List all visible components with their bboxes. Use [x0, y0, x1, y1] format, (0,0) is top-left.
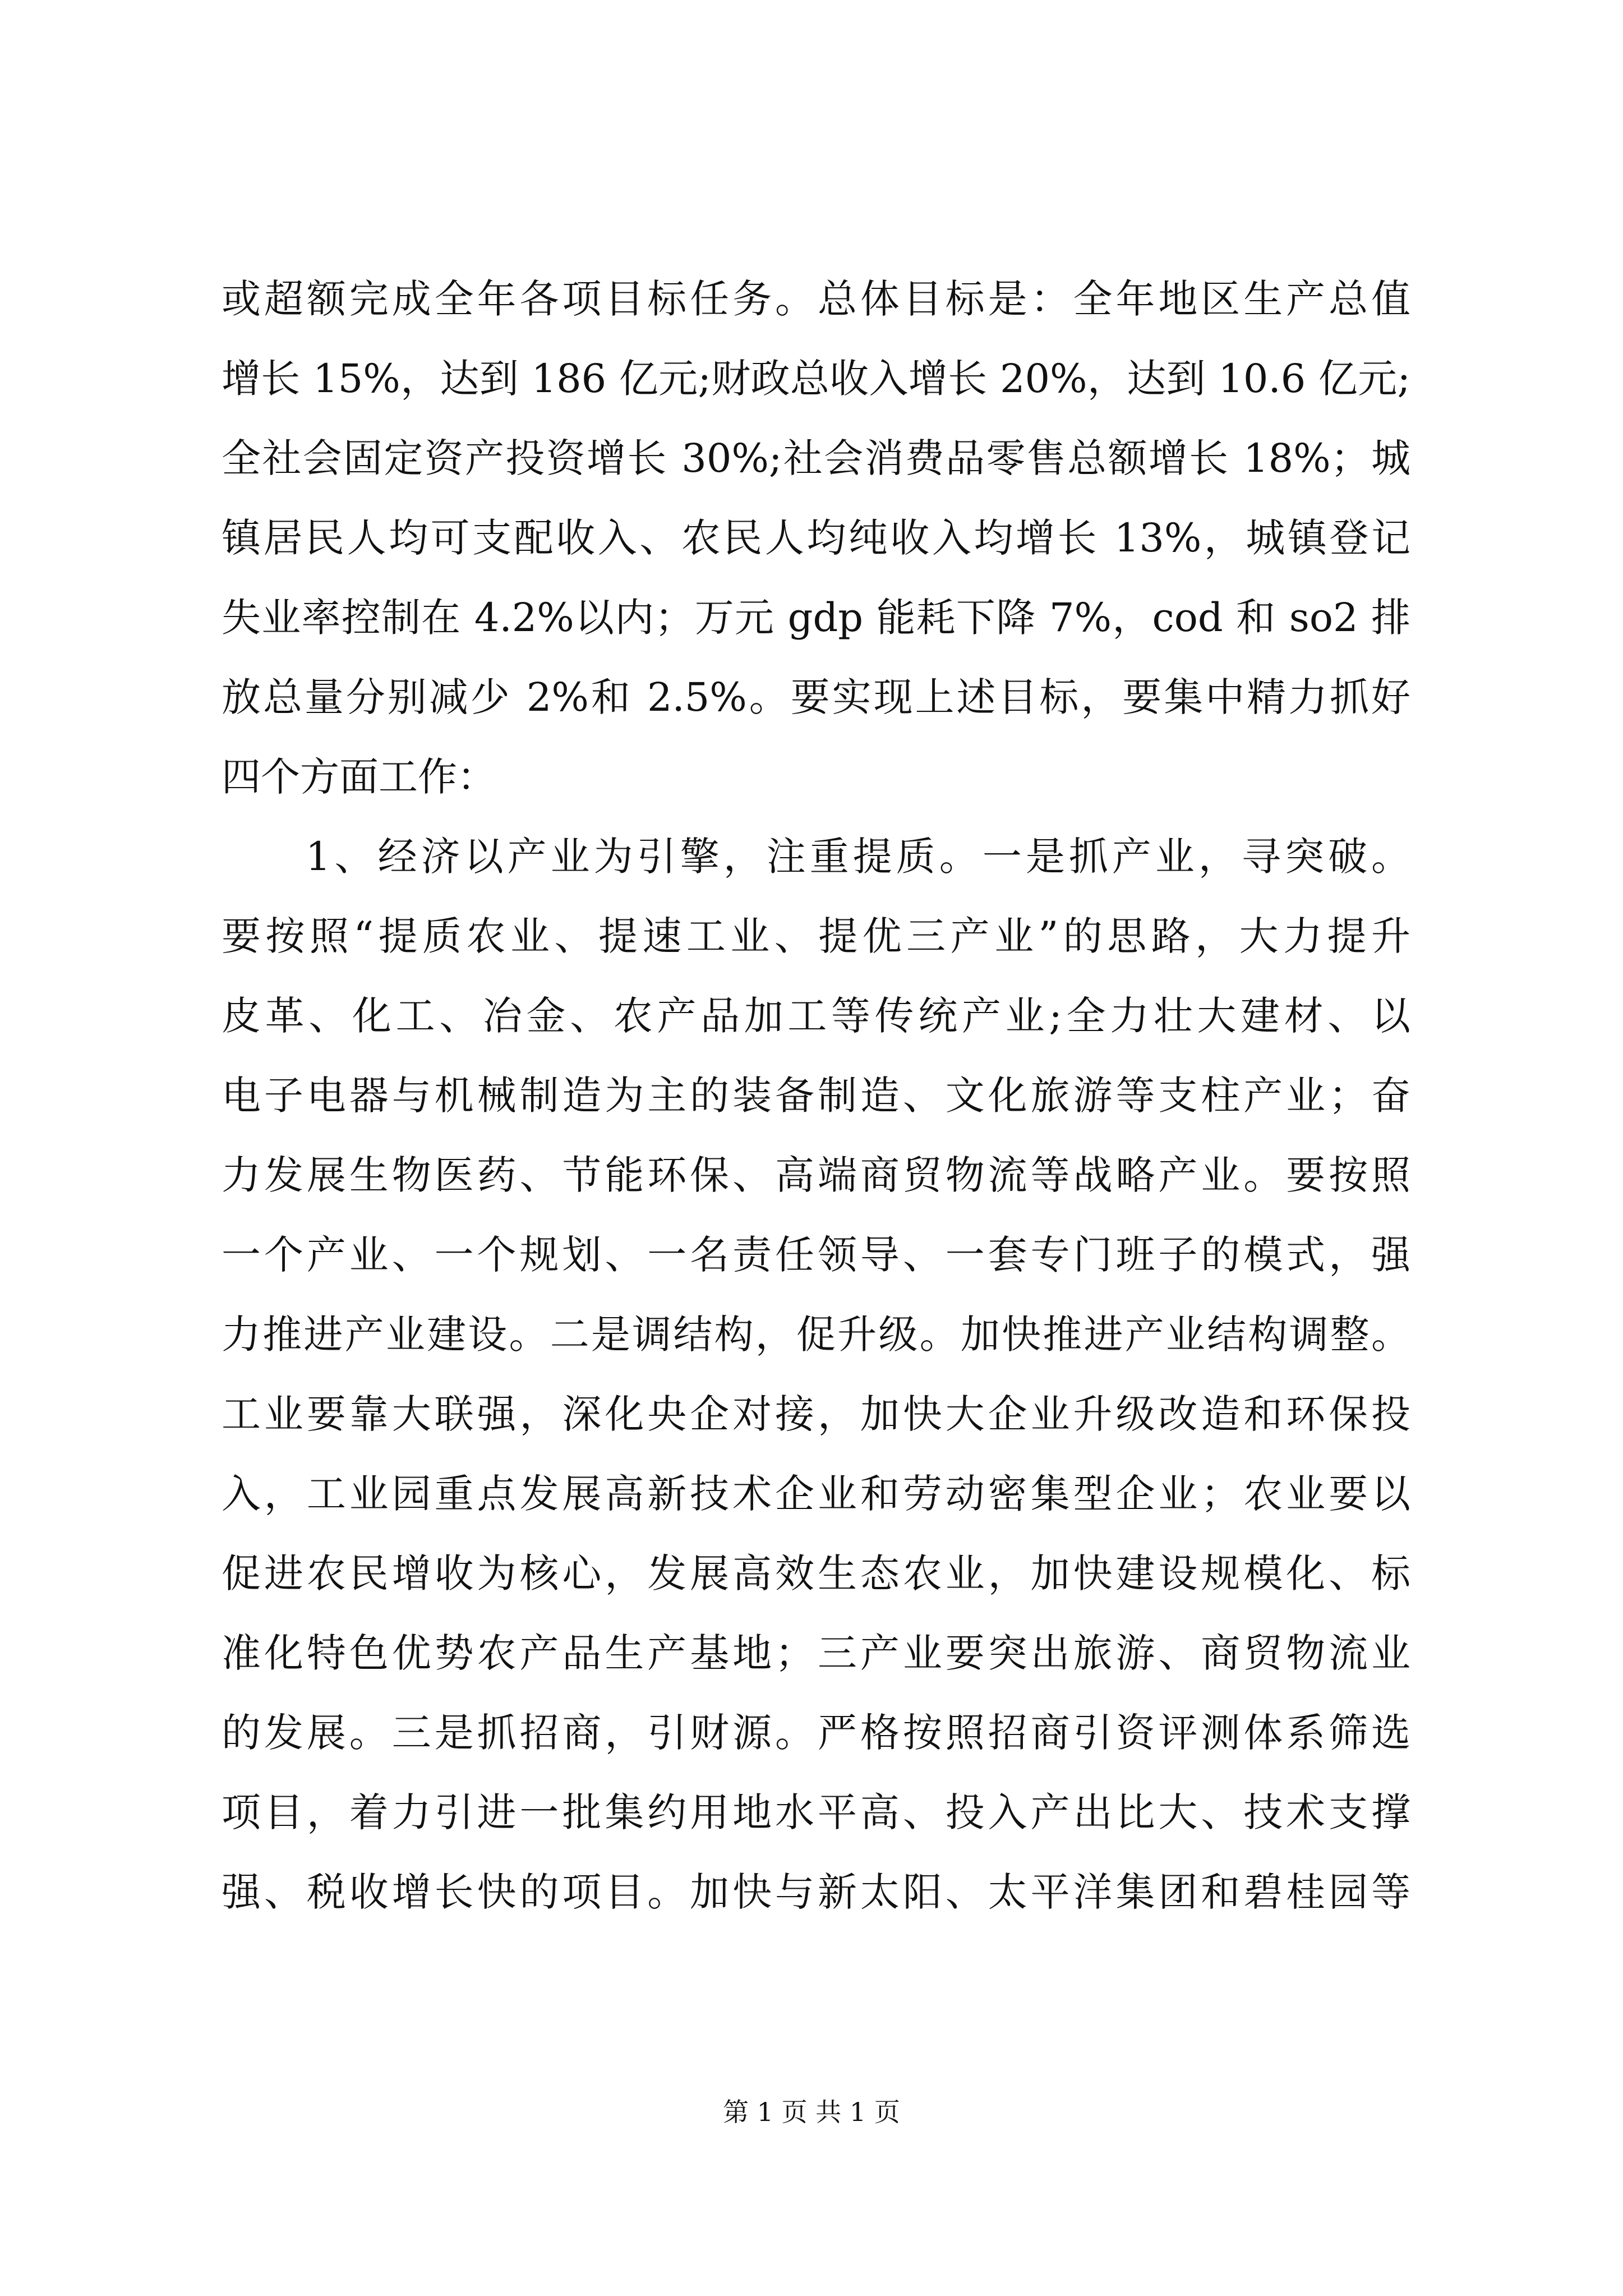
- page-number-indicator: 第 1 页 共 1 页: [723, 2097, 900, 2127]
- text-line: 失业率控制在 4.2%以内；万元 gdp 能耗下降 7%，cod 和 so2 排: [222, 595, 1410, 641]
- text-line: 镇居民人均可支配收入、农民人均纯收入均增长 13%，城镇登记: [222, 515, 1410, 561]
- text-line: 全社会固定资产投资增长 30%;社会消费品零售总额增长 18%；城: [222, 435, 1410, 481]
- text-line: 要按照“提质农业、提速工业、提优三产业”的思路，大力提升: [222, 913, 1410, 959]
- text-line: 促进农民增收为核心，发展高效生态农业，加快建设规模化、标: [222, 1550, 1410, 1596]
- text-line: 入，工业园重点发展高新技术企业和劳动密集型企业；农业要以: [222, 1471, 1410, 1517]
- text-line: 电子电器与机械制造为主的装备制造、文化旅游等支柱产业；奋: [222, 1073, 1410, 1119]
- text-line: 放总量分别减少 2%和 2.5%。要实现上述目标，要集中精力抓好: [222, 674, 1410, 720]
- text-line: 工业要靠大联强，深化央企对接，加快大企业升级改造和环保投: [222, 1391, 1410, 1437]
- text-line: 项目，着力引进一批集约用地水平高、投入产出比大、技术支撑: [222, 1789, 1410, 1835]
- text-line: 准化特色优势农产品生产基地；三产业要突出旅游、商贸物流业: [222, 1630, 1410, 1676]
- text-line: 力发展生物医药、节能环保、高端商贸物流等战略产业。要按照: [222, 1152, 1410, 1198]
- text-line: 力推进产业建设。二是调结构，促升级。加快推进产业结构调整。: [222, 1312, 1410, 1358]
- text-line: 或超额完成全年各项目标任务。总体目标是：全年地区生产总值: [222, 276, 1410, 322]
- page-footer: [0, 2095, 1623, 2129]
- text-line: 一个产业、一个规划、一名责任领导、一套专门班子的模式，强: [222, 1232, 1410, 1278]
- text-line: 四个方面工作：: [222, 754, 496, 800]
- text-line: 增长 15%，达到 186 亿元;财政总收入增长 20%，达到 10.6 亿元;: [222, 356, 1410, 402]
- text-line: 强、税收增长快的项目。加快与新太阳、太平洋集团和碧桂园等: [222, 1869, 1410, 1915]
- document-body: [222, 259, 1410, 1932]
- text-line: 的发展。三是抓招商，引财源。严格按照招商引资评测体系筛选: [222, 1710, 1410, 1756]
- text-line: 皮革、化工、冶金、农产品加工等传统产业;全力壮大建材、以: [222, 993, 1410, 1039]
- paragraph-start-line: 1、经济以产业为引擎，注重提质。一是抓产业，寻突破。: [306, 834, 1410, 880]
